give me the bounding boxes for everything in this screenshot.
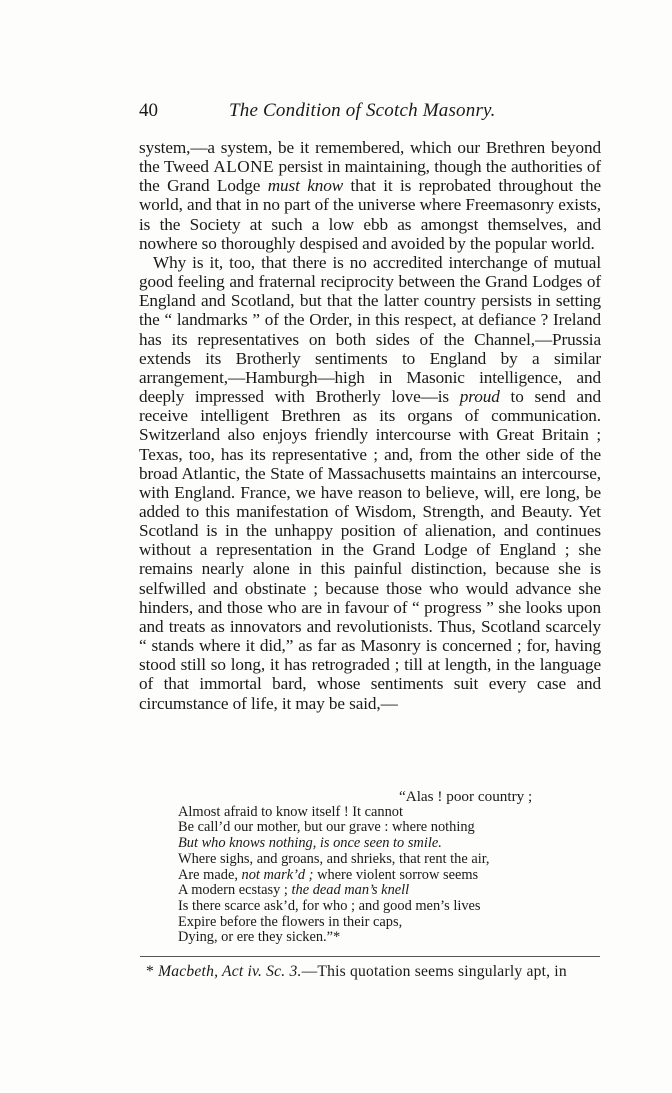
paragraph-1-part-2: persist in maintaining, though the authorities of the Grand Lodge: [139, 157, 601, 196]
footnote-text: —This quotation seems singularly apt, in: [301, 963, 567, 980]
quote-line: “Alas ! poor country ;: [399, 788, 533, 805]
quote-line: [178, 836, 578, 852]
emphasis-proud: proud: [459, 387, 500, 407]
quote-line: Where sighs, and groans, and shrieks, that rent the air,: [178, 850, 490, 867]
quote-segment: Are made,: [178, 866, 242, 883]
footnote-divider: [140, 956, 600, 957]
page-number: 40: [139, 100, 158, 121]
paragraph-2-part-1: Why is it, too, that there is no accredited interchange of mutual good feeling and fraternal reciprocity between the Grand Lodges of England and Scotland, but that the latter country persists in setting the “ landmarks ” of the Order, in this respect, at defiance ? Ireland has its representatives on both sides of the Channel,—Prussia extends its Brotherly sentiments to England by a similar arrangement,—Hamburgh—high in Masonic intelligence, and deeply impressed with Brotherly love—is: [139, 252, 601, 407]
paragraph-2: [139, 253, 601, 713]
footnote: [146, 963, 600, 981]
quote-segment: where violent sorrow seems: [313, 866, 479, 883]
paragraph-1-part-1: system,—a system, be it remembered, which our Brethren beyond the Tweed: [139, 138, 601, 177]
verse-quotation: [178, 789, 578, 946]
quote-line: Almost afraid to know itself ! It cannot: [178, 803, 404, 820]
paragraph-2-part-2: to send and receive intelligent Brethren as its organs of communication. Switzerland also enjoys friendly intercourse with Great Britain ; Texas, too, has its representative ; and, from the other side of the broad Atlantic, the State of Massachusetts maintains an intercourse, with England. France, we have reason to believe, will, ere long, be added to this manifestation of Wisdom, Strength, and Beauty. Yet Scotland is in the unhappy position of alienation, and continues without a representation in the Grand Lodge of England ; she remains nearly alone in this painful distinction, because she is selfwilled and obstinate ; because those who would advance she hinders, and those who are in favour of “ progress ” she looks upon and treats as innovators and revolutionists. Thus, Scotland scarcely “ stands where it did,” as far as Masonry is concerned ; for, having stood still so long, it has retrograded ; till at length, in the language of that immortal bard, whose sentiments suit every case and circumstance of life, it may be said,—: [139, 387, 601, 713]
quote-line: [178, 868, 578, 884]
footnote-source: Macbeth, Act iv. Sc. 3.: [158, 963, 302, 980]
quote-segment-italic: the dead man’s knell: [291, 882, 410, 899]
quote-line: [178, 883, 578, 899]
quote-segment-italic: not mark’d ;: [241, 866, 314, 883]
quote-line-italic: But who knows nothing, is once seen to smile.: [178, 835, 442, 852]
body-text: [139, 138, 601, 713]
footnote-marker: *: [146, 963, 154, 980]
emphasis-alone: ALONE: [213, 157, 275, 177]
page-header: [139, 100, 601, 130]
paragraph-1-part-3: that it is reprobated throughout the world, and that in no part of the universe where Freemasonry exists, is the Society at such a low ebb as amongst themselves, and nowhere so thoroughly despised and avoided by the popular world.: [139, 176, 602, 253]
quote-line: Dying, or ere they sicken.”*: [178, 929, 341, 946]
quote-line: Is there scarce ask’d, for who ; and good men’s lives: [178, 897, 481, 914]
quote-line: Expire before the flowers in their caps,: [178, 913, 403, 930]
quote-line: Be call’d our mother, but our grave : where nothing: [178, 819, 475, 836]
quote-segment: A modern ecstasy ;: [178, 882, 292, 899]
running-title: The Condition of Scotch Masonry.: [229, 100, 496, 121]
paragraph-1: [139, 138, 601, 253]
emphasis-must-know: must know: [267, 176, 344, 196]
